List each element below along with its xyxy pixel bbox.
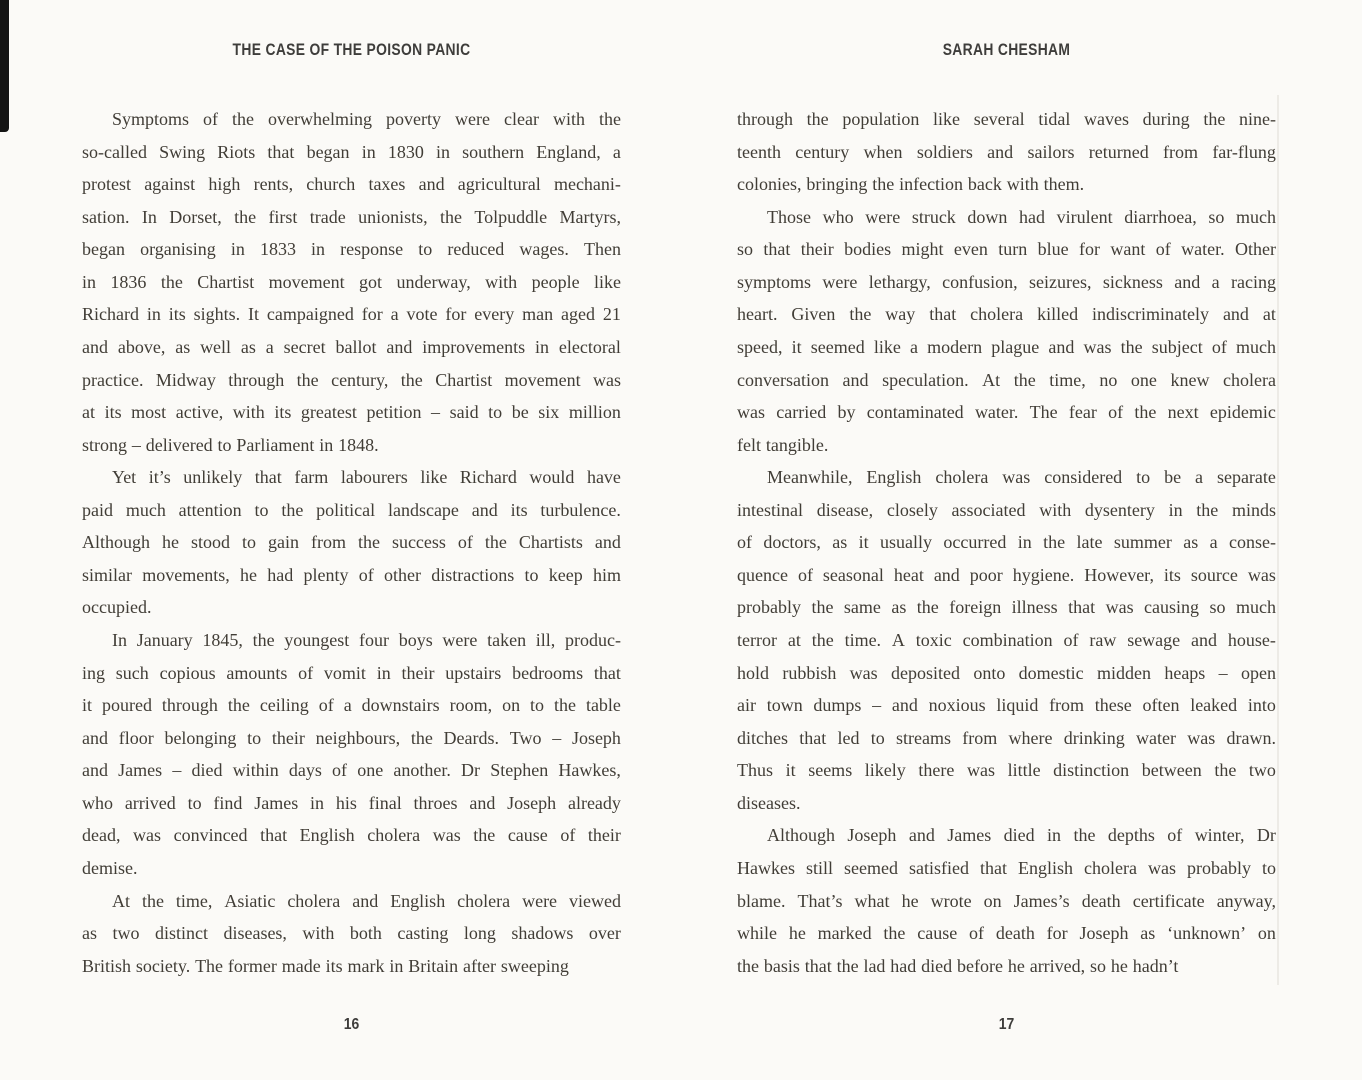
text-line: practice. Midway through the century, the Chartist movement was — [82, 369, 621, 390]
text-line: quence of seasonal heat and poor hygiene. However, its source was — [737, 564, 1276, 585]
text-line: felt tangible. — [737, 434, 829, 455]
text-line: Symptoms of the overwhelming poverty were clear with the — [112, 109, 621, 129]
text-line: paid much attention to the political landscape and its turbulence. — [82, 499, 621, 520]
text-line: through the population like several tidal waves during the nine- — [737, 109, 1276, 129]
text-line: similar movements, he had plenty of other distractions to keep him — [82, 564, 621, 585]
text-line: colonies, bringing the infection back with them. — [737, 174, 1085, 195]
text-line: Thus it seems likely there was little distinction between the two — [737, 760, 1276, 781]
text-line: At the time, Asiatic cholera and English cholera were viewed — [112, 890, 621, 911]
text-line: as two distinct diseases, with both casting long shadows over — [82, 923, 621, 944]
running-head-right: SARAH CHESHAM — [942, 41, 1071, 59]
text-line: in 1836 the Chartist movement got underway, with people like — [82, 271, 621, 292]
text-line: diseases. — [737, 792, 801, 813]
page-right-text — [737, 103, 1276, 982]
page-right — [737, 0, 1276, 1080]
page-left — [82, 0, 621, 1080]
text-line: ditches that led to streams from where drinking water was drawn. — [737, 727, 1276, 748]
text-line: teenth century when soldiers and sailors returned from far-flung — [737, 141, 1276, 162]
text-line: ing such copious amounts of vomit in their upstairs bedrooms that — [82, 662, 621, 683]
text-line: was carried by contaminated water. The fear of the next epidemic — [737, 402, 1276, 423]
text-line: hold rubbish was deposited onto domestic midden heaps – open — [737, 662, 1276, 683]
text-line: it poured through the ceiling of a downstairs room, on to the table — [82, 695, 621, 716]
text-line: Those who were struck down had virulent diarrhoea, so much — [767, 206, 1276, 227]
text-line: and James – died within days of one another. Dr Stephen Hawkes, — [82, 760, 621, 781]
text-line: at its most active, with its greatest petition – said to be six million — [82, 402, 621, 423]
text-line: In January 1845, the youngest four boys were taken ill, produc- — [112, 630, 621, 650]
text-line: blame. That’s what he wrote on James’s death certificate anyway, — [737, 890, 1276, 911]
text-line: demise. — [82, 857, 138, 878]
text-line: so that their bodies might even turn blue for want of water. Other — [737, 239, 1276, 260]
text-line: occupied. — [82, 597, 152, 618]
text-line: heart. Given the way that cholera killed indiscriminately and at — [737, 304, 1276, 325]
text-line: Although Joseph and James died in the depths of winter, Dr — [767, 825, 1276, 846]
text-line: who arrived to find James in his final throes and Joseph already — [82, 792, 621, 813]
text-line: began organising in 1833 in response to reduced wages. Then — [82, 239, 621, 260]
text-line: protest against high rents, church taxes and agricultural mechani- — [82, 174, 621, 195]
text-line: speed, it seemed like a modern plague and was the subject of much — [737, 336, 1276, 357]
page-number-right: 17 — [998, 1016, 1015, 1033]
text-line: probably the same as the foreign illness that was causing so much — [737, 597, 1276, 618]
text-line: dead, was convinced that English cholera was the cause of their — [82, 825, 621, 846]
text-line: so-called Swing Riots that began in 1830 in southern England, a — [82, 141, 621, 162]
text-line: sation. In Dorset, the first trade unionists, the Tolpuddle Martyrs, — [82, 206, 621, 227]
text-line: symptoms were lethargy, confusion, seizures, sickness and a racing — [737, 271, 1276, 292]
text-line: and floor belonging to their neighbours, the Deards. Two – Joseph — [82, 727, 621, 748]
text-line: British society. The former made its mark in Britain after sweeping — [82, 955, 569, 976]
text-line: the basis that the lad had died before he arrived, so he hadn’t — [737, 955, 1179, 976]
text-line: strong – delivered to Parliament in 1848. — [82, 434, 379, 455]
text-line: intestinal disease, closely associated with dysentery in the minds — [737, 499, 1276, 520]
text-line: Hawkes still seemed satisfied that English cholera was probably to — [737, 857, 1276, 878]
text-line: Richard in its sights. It campaigned for a vote for every man aged 21 — [82, 304, 621, 325]
page-left-text — [82, 103, 621, 982]
text-line: Meanwhile, English cholera was considered to be a separate — [767, 467, 1276, 488]
page-number-left: 16 — [343, 1016, 360, 1033]
running-head-left: THE CASE OF THE POISON PANIC — [232, 41, 471, 59]
text-line: of doctors, as it usually occurred in the late summer as a conse- — [737, 532, 1276, 553]
text-line: Although he stood to gain from the success of the Chartists and — [82, 532, 621, 553]
text-line: while he marked the cause of death for Joseph as ‘unknown’ on — [737, 923, 1276, 944]
text-line: air town dumps – and noxious liquid from these often leaked into — [737, 695, 1276, 716]
scan-edge-artifact — [0, 0, 9, 132]
text-line: Yet it’s unlikely that farm labourers like Richard would have — [112, 467, 621, 488]
text-line: conversation and speculation. At the time, no one knew cholera — [737, 369, 1276, 390]
text-line: terror at the time. A toxic combination of raw sewage and house- — [737, 630, 1276, 650]
text-line: and above, as well as a secret ballot and improvements in electoral — [82, 336, 621, 357]
page-edge-shadow — [1277, 95, 1279, 985]
